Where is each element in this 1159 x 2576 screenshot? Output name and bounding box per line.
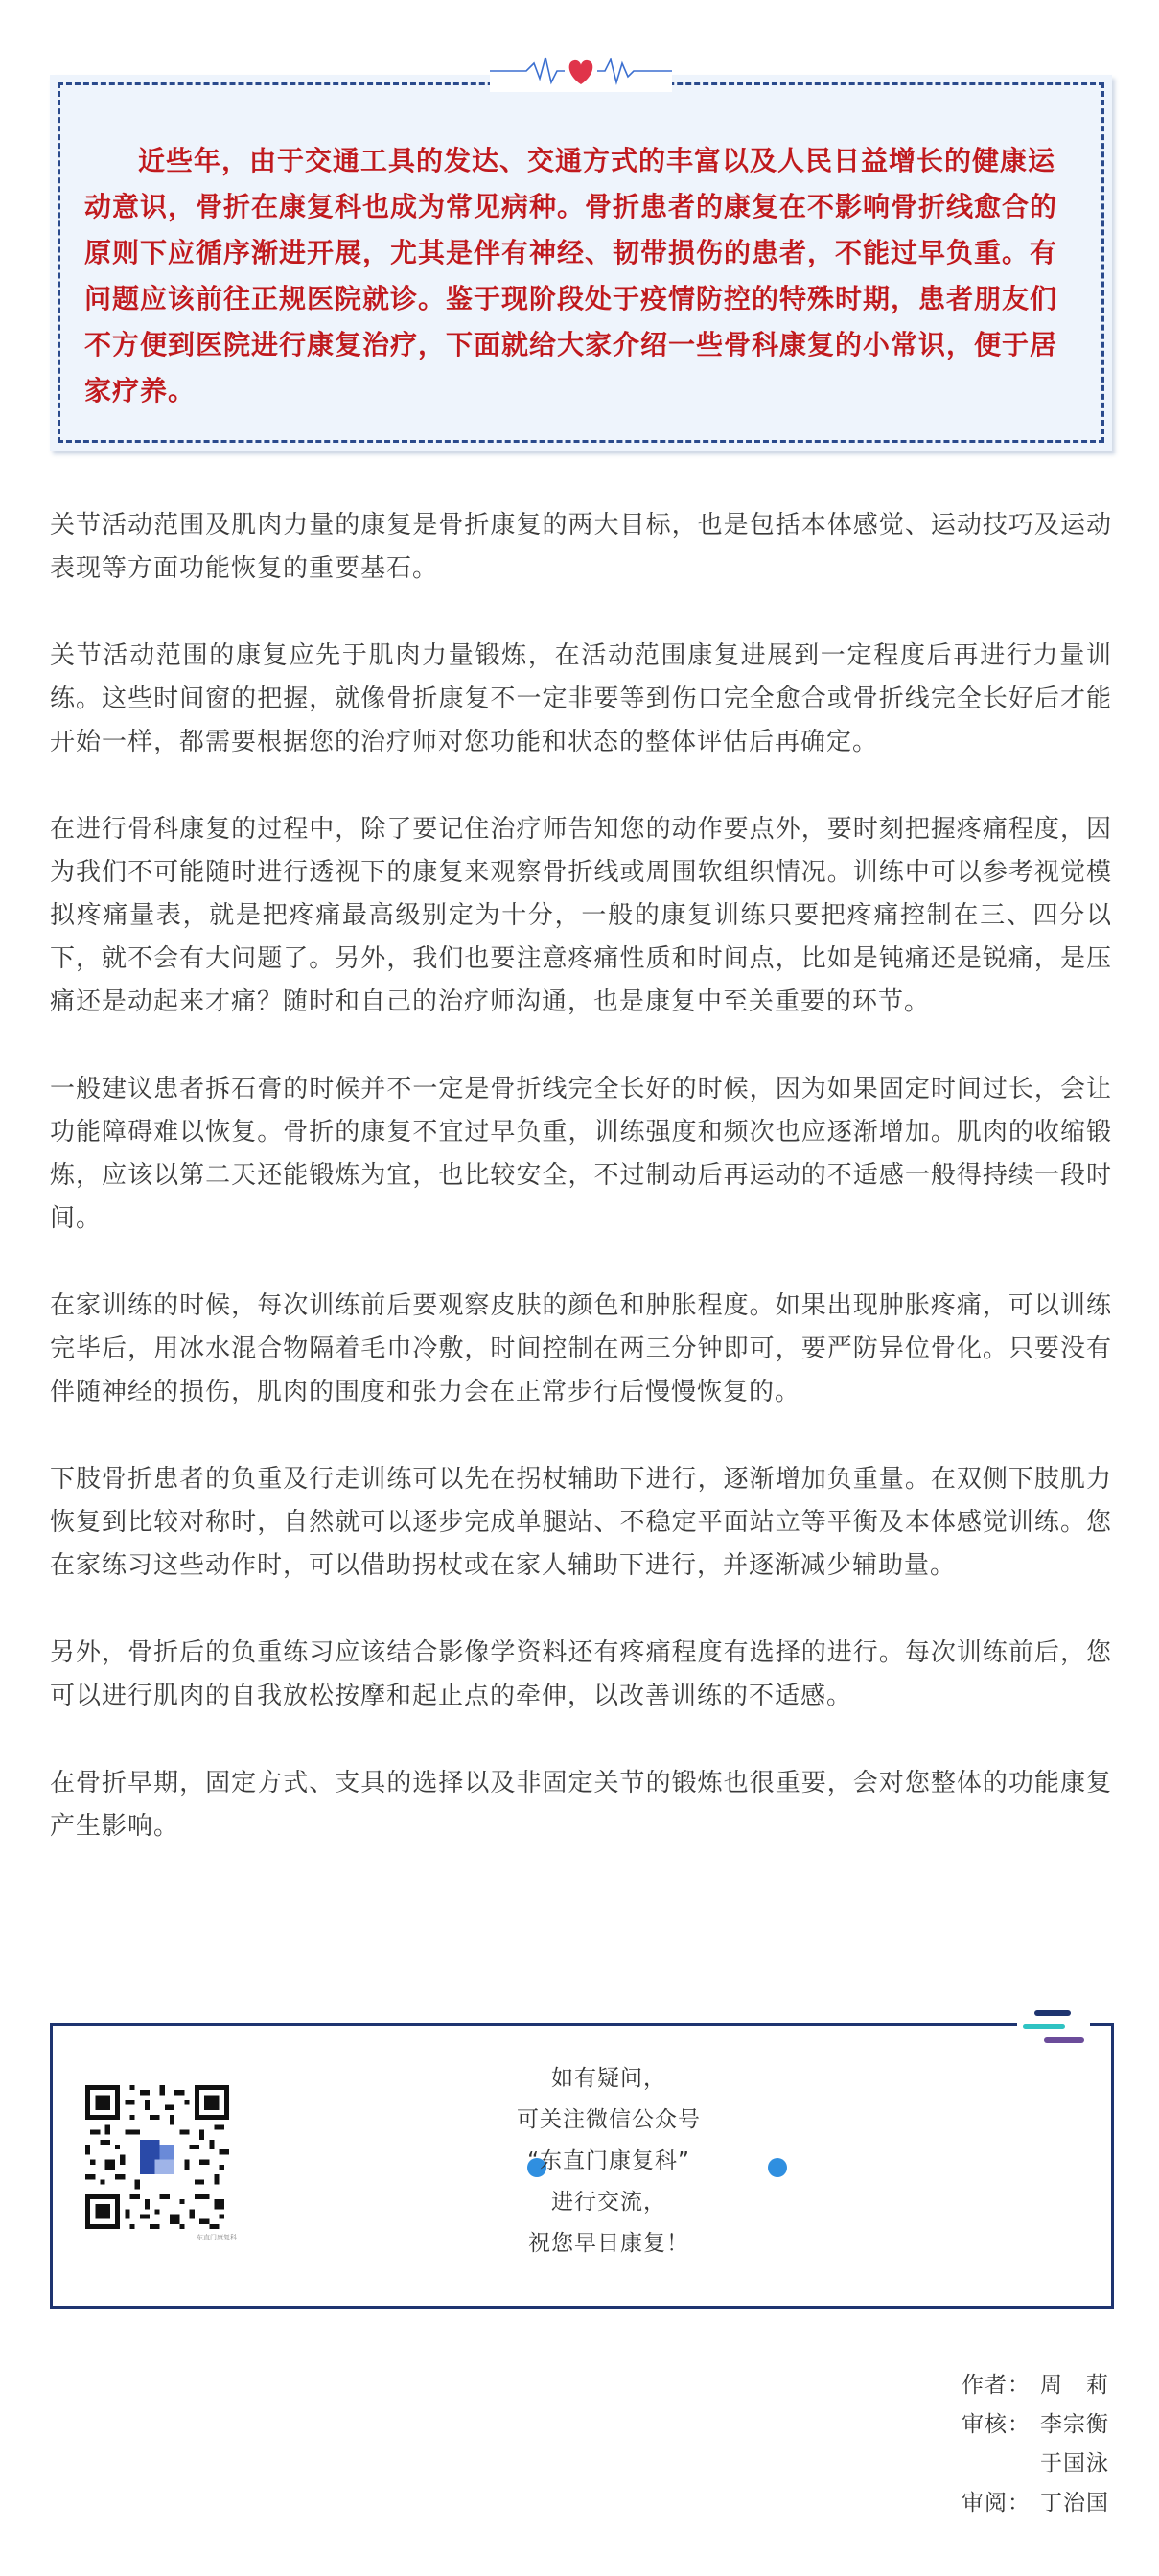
qr-caption: 东直门康复科 [197,2234,237,2241]
credit-value: 丁治国 [1040,2491,1109,2516]
credit-author [962,2366,1109,2405]
paragraph: 关节活动范围的康复应先于肌肉力量锻炼，在活动范围康复进展到一定程度后再进行力量训练。这些时间窗的把握，就像骨折康复不一定非要等到伤口完全愈合或骨折线完全长好后才能开始一样，都需要根据您的治疗师对您功能和状态的整体评估后再确定。 [50,641,1112,756]
contact-box [50,2023,1114,2309]
contact-line: 可关注微信公众号 [517,2107,701,2132]
credit-reviewer [962,2405,1109,2445]
credit-reviewer-2 [962,2445,1109,2484]
paragraph: 另外，骨折后的负重练习应该结合影像学资料还有疼痛程度有选择的进行。每次训练前后，您可以进行肌肉的自我放松按摩和起止点的牵伸，以改善训练的不适感。 [50,1638,1112,1710]
contact-message [465,2058,753,2264]
paragraph: 一般建议患者拆石膏的时候并不一定是骨折线完全长好的时候，因为如果固定时间过长，会让功能障碍难以恢复。骨折的康复不宜过早负重，训练强度和频次也应逐渐增加。肌肉的收缩锻炼，应该以第二天还能锻炼为宜，也比较安全，不过制动后再运动的不适感一般得持续一段时间。 [50,1075,1112,1233]
article-body [50,504,1112,1892]
contact-line-account-name: “东直门康复科” [527,2148,690,2173]
heartbeat-heart-icon [490,50,672,92]
bullet-dot-icon [768,2158,787,2177]
corner-decoration-icon [1017,2005,1090,2053]
credit-label: 作者： [962,2373,1031,2398]
contact-line: 进行交流， [551,2190,666,2215]
credit-value: 李宗衡 [1040,2412,1109,2437]
credit-label: 审核： [962,2412,1031,2437]
credit-value: 于国泳 [1040,2451,1109,2476]
intro-box [50,75,1112,451]
contact-line: 如有疑问， [551,2066,666,2091]
credit-value: 周 莉 [1040,2373,1109,2398]
credits [962,2366,1109,2523]
qr-code-icon[interactable] [85,2085,229,2229]
credit-approver [962,2484,1109,2523]
contact-line: 祝您早日康复！ [528,2231,689,2256]
paragraph: 下肢骨折患者的负重及行走训练可以先在拐杖辅助下进行，逐渐增加负重量。在双侧下肢肌力恢复到比较对称时，自然就可以逐步完成单腿站、不稳定平面站立等平衡及本体感觉训练。您在家练习这些动作时，可以借助拐杖或在家人辅助下进行，并逐渐减少辅助量。 [50,1465,1112,1580]
paragraph: 在骨折早期，固定方式、支具的选择以及非固定关节的锻炼也很重要，会对您整体的功能康复产生影响。 [50,1769,1112,1841]
paragraph: 在家训练的时候，每次训练前后要观察皮肤的颜色和肿胀程度。如果出现肿胀疼痛，可以训练完毕后，用冰水混合物隔着毛巾冷敷，时间控制在两三分钟即可，要严防异位骨化。只要没有伴随神经的损伤，肌肉的围度和张力会在正常步行后慢慢恢复的。 [50,1291,1112,1406]
paragraph: 在进行骨科康复的过程中，除了要记住治疗师告知您的动作要点外，要时刻把握疼痛程度，因为我们不可能随时进行透视下的康复来观察骨折线或周围软组织情况。训练中可以参考视觉模拟疼痛量表，就是把疼痛最高级别定为十分，一般的康复训练只要把疼痛控制在三、四分以下，就不会有大问题了。另外，我们也要注意疼痛性质和时间点，比如是钝痛还是锐痛，是压痛还是动起来才痛？随时和自己的治疗师沟通，也是康复中至关重要的环节。 [50,815,1112,1016]
credit-label: 审阅： [962,2491,1031,2516]
paragraph: 关节活动范围及肌肉力量的康复是骨折康复的两大目标，也是包括本体感觉、运动技巧及运动表现等方面功能恢复的重要基石。 [50,511,1112,583]
intro-text: 近些年，由于交通工具的发达、交通方式的丰富以及人民日益增长的健康运动意识，骨折在康复科也成为常见病种。骨折患者的康复在不影响骨折线愈合的原则下应循序渐进开展，尤其是伴有神经、韧带损伤的患者，不能过早负重。有问题应该前往正规医院就诊。鉴于现阶段处于疫情防控的特殊时期，患者朋友们不方便到医院进行康复治疗，下面就给大家介绍一些骨科康复的小常识，便于居家疗养。 [84,145,1058,406]
